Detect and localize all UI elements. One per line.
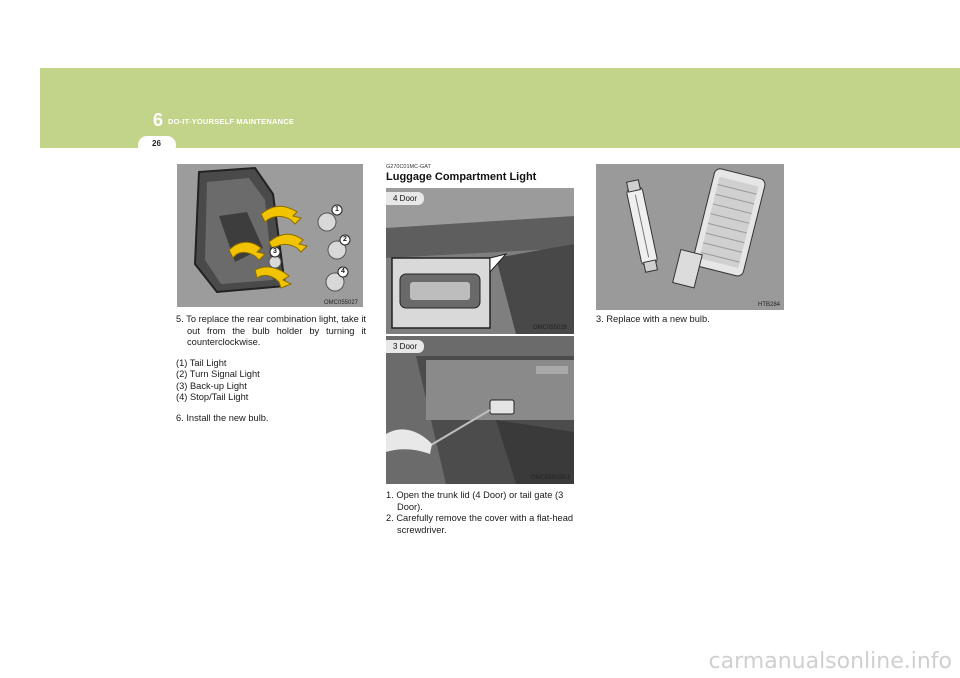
chapter-title: DO-IT-YOURSELF MAINTENANCE — [168, 117, 295, 126]
bulb-item-3: (3) Back-up Light — [176, 380, 247, 391]
bulb-illustration — [596, 164, 784, 310]
page-number: 26 — [152, 139, 161, 148]
figure-code-left: OMC055027 — [324, 300, 359, 306]
trunk-4door-figure — [386, 188, 574, 334]
figure-code-mid-1: OMC055028 — [533, 325, 568, 331]
header-band — [40, 68, 960, 148]
callout-4: 4 — [341, 268, 345, 275]
bulb-figure — [596, 164, 784, 310]
section-code: G270C01MC-GAT — [386, 164, 431, 170]
trunk-3door-figure — [386, 336, 574, 484]
rear-combination-light-figure — [177, 164, 363, 307]
footer-watermark: carmanualsonline.info — [708, 649, 952, 674]
callout-3: 3 — [273, 248, 277, 255]
step-1: 1. Open the trunk lid (4 Door) or tail gate (3 Door). — [386, 490, 564, 512]
tag-3-door: 3 Door — [386, 340, 424, 353]
section-title: Luggage Compartment Light — [386, 171, 537, 183]
step-6: 6. Install the new bulb. — [176, 412, 269, 423]
bulb-item-4: (4) Stop/Tail Light — [176, 392, 249, 402]
callout-1: 1 — [335, 206, 339, 213]
left-text — [176, 314, 366, 424]
bulb-item-2: (2) Turn Signal Light — [176, 369, 260, 379]
step-5: 5. To replace the rear combination light, take it out from the bulb holder by turning it counterclockwise. — [176, 314, 367, 347]
callout-2: 2 — [343, 236, 347, 243]
right-text — [596, 314, 786, 326]
bulb-item-1: (1) Tail Light — [176, 357, 227, 368]
figure-code-right: HTB284 — [758, 302, 781, 308]
chapter-number: 6 — [153, 110, 164, 130]
trunk-3door-illustration — [386, 336, 574, 484]
tag-4-door: 4 Door — [386, 192, 424, 205]
step-3: 3. Replace with a new bulb. — [596, 314, 710, 324]
figure-code-mid-2: OMC055028-1 — [531, 475, 571, 481]
middle-text — [386, 490, 576, 536]
step-2: 2. Carefully remove the cover with a flat-head screwdriver. — [386, 513, 574, 535]
trunk-4door-illustration — [386, 188, 574, 334]
rear-light-illustration — [177, 164, 363, 307]
